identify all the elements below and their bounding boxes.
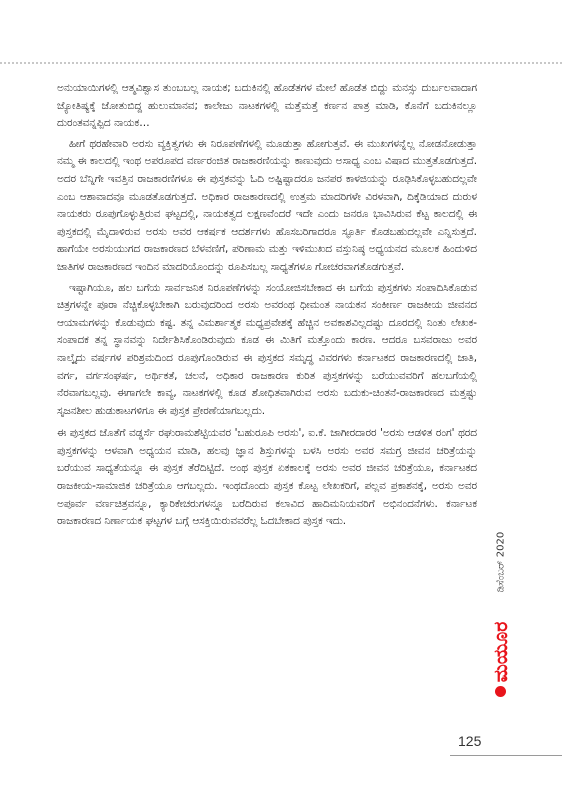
red-dot-icon (495, 686, 506, 697)
top-dotted-divider (0, 62, 562, 64)
magazine-logo (486, 622, 516, 682)
footer-rule (450, 755, 562, 756)
article-paragraph-2: ಹೀಗೆ ಥರಹೇವಾರಿ ಅರಸು ವ್ಯಕ್ತಿತ್ವಗಳು ಈ ನಿರೂಪಣೆಗಳಲ್ಲಿ ಮೂಡುತ್ತಾ ಹೋಗುತ್ತವೆ. ಈ ಮುಖಗಳನ್ನೆಲ್ಲ ನೋಡನೋಡುತ್ತಾ ನಮ್ಮ ಈ ಕಾಲದಲ್ಲಿ ಇಂಥ ಅಪರೂಪದ ವರ್ಣರಂಜಿತ ರಾಜಕಾರಣಿಯನ್ನು ಕಾಣುವುದು ಅಸಾಧ್ಯ ಎಂಬ ವಿಷಾದ ಮುತ್ತತೊಡಗುತ್ತದೆ. ಅದರ ಬೆನ್ನಿಗೇ ಇವತ್ತಿನ ರಾಜಕಾರಣಿಗಳೂ ಈ ಪುಸ್ತಕವನ್ನು ಓದಿ ಅಷ್ಟಿಷ್ಟಾದರೂ ಜನಪರ ಕಾಳಜಿಯನ್ನು ರೂಢಿಸಿಕೊಳ್ಳಬಹುದಲ್ಲವೇ ಎಂಬ ಆಶಾವಾದವೂ ಮೂಡತೊಡಗುತ್ತದೆ. ಅಧಿಕಾರ ರಾಜಕಾರಣದಲ್ಲಿ ಉತ್ತಮ ಮಾದರಿಗಳೇ ವಿರಳವಾಗಿ, ದಿಕ್ಕೆಡಿಯಾದ ದುರುಳ ನಾಯಕರು ರೂಪುಗೊಳ್ಳುತ್ತಿರುವ ಘಟ್ಟದಲ್ಲಿ, ನಾಯಕತ್ವದ ಲಕ್ಷಣವೆಂದರೆ ಇದೇ ಎಂದು ಜನರೂ ಭಾವಿಸಿರುವ ಕೆಟ್ಟ ಕಾಲದಲ್ಲಿ ಈ ಪುಸ್ತಕದಲ್ಲಿ ಮೈದಾಳಿರುವ ಅರಸು ಅವರ ಆಕರ್ಷಕ ಆದರ್ಶಗಳು ಹೊಸಬರಿಗಾದರೂ ಸ್ಫೂರ್ತಿ ಕೊಡಬಹುದಲ್ಲವೇ ಎನ್ನಿಸುತ್ತದೆ. ಹಾಗೆಯೇ ಅರಸುಯುಗದ ರಾಜಕಾರಣದ ಬೆಳವಣಿಗೆ, ಪರಿಣಾಮ ಮತ್ತು ಇಳಿಮುಖದ ವಸ್ತುನಿಷ್ಠ ಅಧ್ಯಯನದ ಮೂಲಕ ಹಿಂದುಳಿದ ಜಾತಿಗಳ ರಾಜಕಾರಣದ ಇಂದಿನ ಮಾದರಿಯೊಂದನ್ನು ರೂಪಿಸಬಲ್ಲ ಸಾಧ್ಯತೆಗಳೂ ಗೋಚರವಾಗತೊಡಗುತ್ತವೆ. (57, 137, 477, 273)
page-number: 125 (458, 733, 482, 749)
article-body (57, 80, 477, 531)
magazine-logo-text: ಮಯೂರ (490, 621, 512, 683)
article-paragraph-1: ಅನುಯಾಯಿಗಳಲ್ಲಿ ಆತ್ಮವಿಶ್ವಾಸ ತುಂಬಬಲ್ಲ ನಾಯಕ; ಬದುಕಿನಲ್ಲಿ ಹೊಡೆತಗಳ ಮೇಲೆ ಹೊಡೆತ ಬಿದ್ದು ಮನಸ್ಸು ದುರ್ಬಲವಾದಾಗ ಜ್ಯೋತಿಷ್ಯಕ್ಕೆ ಜೋತುಬಿದ್ದ ಹುಲುಮಾನವ; ಕಾಲೇಜು ನಾಟಕಗಳಲ್ಲಿ ಮತ್ತೆಮತ್ತೆ ಕರ್ಣನ ಪಾತ್ರ ಮಾಡಿ, ಕೊನೆಗೆ ಬದುಕಿನಲ್ಲೂ ದುರಂತವನ್ನಪ್ಪಿದ ನಾಯಕ… (57, 82, 477, 130)
article-paragraph-4: ಈ ಪುಸ್ತಕದ ಜೊತೆಗೆ ವಡ್ಡರ್ಸೆ ರಘುರಾಮಶೆಟ್ಟಿಯವರ 'ಬಹುರೂಪಿ ಅರಸು', ಐ.ಕೆ. ಜಾಗೀರದಾರರ 'ಅರಸು ಆಡಳಿತ ರಂಗ' ಥರದ ಪುಸ್ತಕಗಳನ್ನು ಆಳವಾಗಿ ಅಧ್ಯಯನ ಮಾಡಿ, ಹಲವು ಜ್ಞಾನ ಶಿಸ್ತುಗಳನ್ನು ಬಳಸಿ ಅರಸು ಅವರ ಸಮಗ್ರ ಜೀವನ ಚರಿತ್ರೆಯನ್ನು ಬರೆಯುವ ಸಾಧ್ಯತೆಯನ್ನೂ ಈ ಪುಸ್ತಕ ತೆರೆದಿಟ್ಟಿದೆ. ಅಂಥ ಪುಸ್ತಕ ಏಕಕಾಲಕ್ಕೆ ಅರಸು ಅವರ ಜೀವನ ಚರಿತ್ರೆಯೂ, ಕರ್ನಾಟಕದ ರಾಜಕೀಯ-ಸಾಮಾಜಿಕ ಚರಿತ್ರೆಯೂ ಆಗಬಲ್ಲದು. ಇಂಥದೊಂದು ಪುಸ್ತಕ ಕೊಟ್ಟ ಲೇಖಕರಿಗೆ, ಪಲ್ಲವ ಪ್ರಕಾಶನಕ್ಕೆ, ಅರಸು ಅವರ ಅಪೂರ್ವ ವರ್ಣಚಿತ್ರವನ್ನೂ, ಕ್ಯಾರಿಕೇಚರುಗಳನ್ನೂ ಬರೆದಿರುವ ಕಲಾವಿದ ಹಾದಿಮನಿಯವರಿಗೆ ಅಭಿನಂದನೆಗಳು. ಕರ್ನಾಟಕ ರಾಜಕಾರಣದ ನಿರ್ಣಾಯಕ ಘಟ್ಟಗಳ ಬಗ್ಗೆ ಆಸಕ್ತಿಯಿರುವವರೆಲ್ಲ ಓದಬೇಕಾದ ಪುಸ್ತಕ ಇದು. (57, 427, 477, 528)
article-paragraph-3: ಇಷ್ಟಾಗಿಯೂ, ಹಲ ಬಗೆಯ ಸಾರ್ವಜನಿಕ ನಿರೂಪಣೆಗಳನ್ನು ಸಂಯೋಜಿಸಬೇಕಾದ ಈ ಬಗೆಯ ಪುಸ್ತಕಗಳು ಸಂಪಾದಿಸಿಕೊಡುವ ಚಿತ್ರಗಳನ್ನೇ ಪೂರಾ ನೆಚ್ಚಿಕೊಳ್ಳಬೇಕಾಗಿ ಬರುವುದರಿಂದ ಅರಸು ಅವರಂಥ ಧೀಮಂತ ನಾಯಕನ ಸಂಕೀರ್ಣ ರಾಜಕೀಯ ಜೀವನದ ಆಯಾಮಗಳನ್ನು ಕೊಡುವುದು ಕಷ್ಟ. ತನ್ನ ವಿಮರ್ಶಾತ್ಮಕ ಮಧ್ಯಪ್ರವೇಶಕ್ಕೆ ಹೆಚ್ಚಿನ ಅವಕಾಶವಿಲ್ಲದಷ್ಟು ದೂರದಲ್ಲಿ ನಿಂತು ಲೇಖಕ-ಸಂಪಾದಕ ತನ್ನ ಸ್ಥಾನವನ್ನು ನಿರ್ದೇಶಿಸಿಕೊಂಡಿರುವುದು ಕೂಡ ಈ ಮಿತಿಗೆ ಮತ್ತೊಂದು ಕಾರಣ. ಆದರೂ ಬಸವರಾಜು ಅವರ ನಾಲ್ಕೈದು ವರ್ಷಗಳ ಪರಿಶ್ರಮದಿಂದ ರೂಪುಗೊಂಡಿರುವ ಈ ಪುಸ್ತಕದ ಸಮೃದ್ಧ ವಿವರಗಳು ಕರ್ನಾಟಕದ ರಾಜಕಾರಣದಲ್ಲಿ ಜಾತಿ, ವರ್ಗ, ವರ್ಗಸಂಘರ್ಷ, ಅರ್ಥಿಕತೆ, ಚಲನೆ, ಅಧಿಕಾರ ರಾಜಕಾರಣ ಕುರಿತ ಪುಸ್ತಕಗಳನ್ನು ಬರೆಯುವವರಿಗೆ ಹಲಬಗೆಯಲ್ಲಿ ನೆರವಾಗಬಲ್ಲವು. ಈಗಾಗಲೇ ಕಾವ್ಯ, ನಾಟಕಗಳಲ್ಲಿ ಕೂಡ ಶೋಧಿತವಾಗಿರುವ ಅರಸು ಬದುಕು-ಚಿಂತನೆ-ರಾಜಕಾರಣದ ಮತ್ತಷ್ಟು ಸೃಜನಶೀಲ ಹುಡುಕಾಟಗಳಿಗೂ ಈ ಪುಸ್ತಕ ಪ್ರೇರಣೆಯಾಗಬಲ್ಲದು. (57, 281, 477, 417)
issue-date (486, 510, 516, 614)
issue-date-text: ಡಿಸೆಂಬರ್ 2020 (495, 531, 507, 593)
magazine-sidebar (486, 510, 516, 700)
